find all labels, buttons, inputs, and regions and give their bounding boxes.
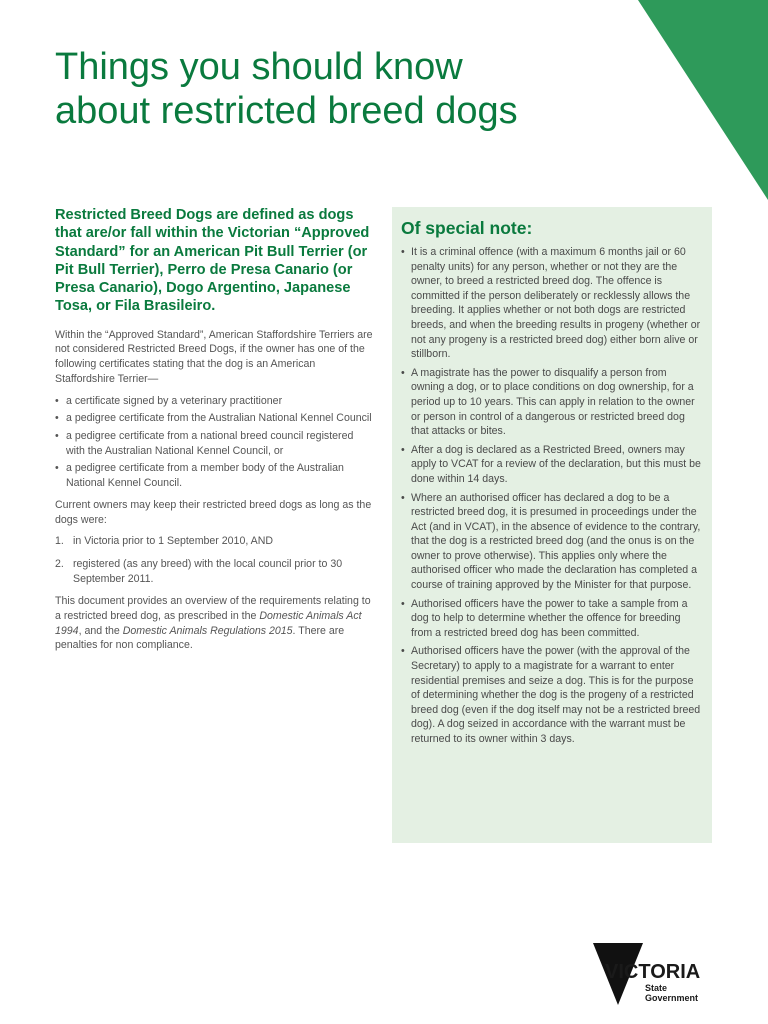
title-line-2: about restricted breed dogs: [55, 90, 518, 132]
logo-state: State: [645, 983, 668, 993]
list-item: • a pedigree certificate from the Australian National Kennel Council: [55, 411, 375, 426]
overview-paragraph: [55, 594, 375, 653]
list-item: • a pedigree certificate from a national breed council registered with the Australian National Kennel Council, or: [55, 429, 375, 458]
current-owners-paragraph: Current owners may keep their restricted breed dogs as long as the dogs were:: [55, 498, 372, 526]
list-item: [55, 534, 375, 549]
list-item: • After a dog is declared as a Restricted Breed, owners may apply to VCAT for a review of the declaration, but this must be done within 14 days.: [401, 443, 703, 487]
logo-subtitle: [645, 983, 698, 1003]
list-text: in Victoria prior to 1 September 2010, AND: [73, 535, 274, 548]
title-line-1: Things you should know: [55, 46, 463, 88]
list-item: [55, 557, 375, 586]
overview-text: . There are penalties for non compliance.: [55, 624, 345, 652]
act-title: Domestic Animals Act 1994: [55, 610, 362, 637]
list-number: 1.: [55, 535, 64, 548]
list-item: • Authorised officers have the power to take a sample from a dog to help to determine whether the offence for breeding from a restricted breed dog has been committed.: [401, 597, 703, 641]
list-item: • Where an authorised officer has declared a dog to be a restricted breed dog, it is presumed in proceedings under the Act (and in VCAT), in the absence of evidence to the contrary, that the dog is a restricted breed dog (and the onus is on the owner to prove otherwise). This applies only where the authorised officer who made the declaration has completed a course of training approved by the Minister for that purpose.: [401, 491, 703, 593]
corner-decoration: [638, 0, 768, 200]
logo-wordmark: VICTORIA: [605, 961, 701, 983]
left-column: [55, 206, 375, 660]
certificate-list: [55, 394, 375, 491]
regulations-title: Domestic Animals Regulations 2015: [122, 624, 293, 637]
list-item: • a pedigree certificate from a member body of the Australian National Kennel Council.: [55, 461, 375, 490]
logo-government: Government: [645, 993, 699, 1003]
overview-text: This document provides an overview of the requirements relating to a restricted breed dog, as prescribed in the: [55, 595, 371, 623]
intro-text: Restricted Breed Dogs are defined as dogs that are/or fall within the Victorian “Approved Standard” for an American Pit Bull Terrier (or Pit Bull Terrier), Perro de Presa Canario (or Presa Canario), Dogo Argentino, Japanese Tosa, or Fila Brasileiro.: [55, 207, 370, 315]
list-item: • Authorised officers have the power (with the approval of the Secretary) to apply to a magistrate for a warrant to enter residential premises and seize a dog. This is for the purpose of determining whether the dog is the progeny of a restricted breed dog (even if the dog itself may not be a restricted breed dog). A dog seized in accordance with the warrant must be returned to its owner within 3 days.: [401, 644, 703, 746]
special-note-box: [392, 207, 712, 843]
list-number: 2.: [55, 557, 64, 570]
conditions-list: [55, 534, 375, 586]
special-note-heading: Of special note:: [401, 218, 533, 238]
list-item: • a certificate signed by a veterinary practitioner: [55, 394, 375, 409]
overview-text: , and the: [78, 624, 123, 637]
page-title: [55, 45, 655, 133]
list-item: • It is a criminal offence (with a maximum 6 months jail or 60 penalty units) for any person, whether or not they are the owner, to breed a restricted breed dog. The offence is committed if the person deliberately or recklessly allows the breeding. It applies whether or not both dogs are restricted breeds, and when the breeding results in progeny (whether or not any progeny is a restricted breed dog) either born alive or stillborn.: [401, 245, 703, 362]
victoria-government-logo: [593, 943, 723, 1009]
list-item: • A magistrate has the power to disqualify a person from owning a dog, or to place conditions on dog ownership, for a period up to 10 years. This can apply in relation to the owner or person in control of a dangerous or restricted breed dog that attacks or bites.: [401, 366, 703, 439]
list-text: registered (as any breed) with the local council prior to 30 September 2011.: [73, 557, 343, 585]
special-note-list: [401, 245, 703, 747]
approved-standard-paragraph: Within the “Approved Standard”, American Staffordshire Terriers are not considered Restricted Breed Dogs, if the owner has one of the following certificates stating that the dog is an American Staffordshire Terrier—: [55, 328, 373, 385]
